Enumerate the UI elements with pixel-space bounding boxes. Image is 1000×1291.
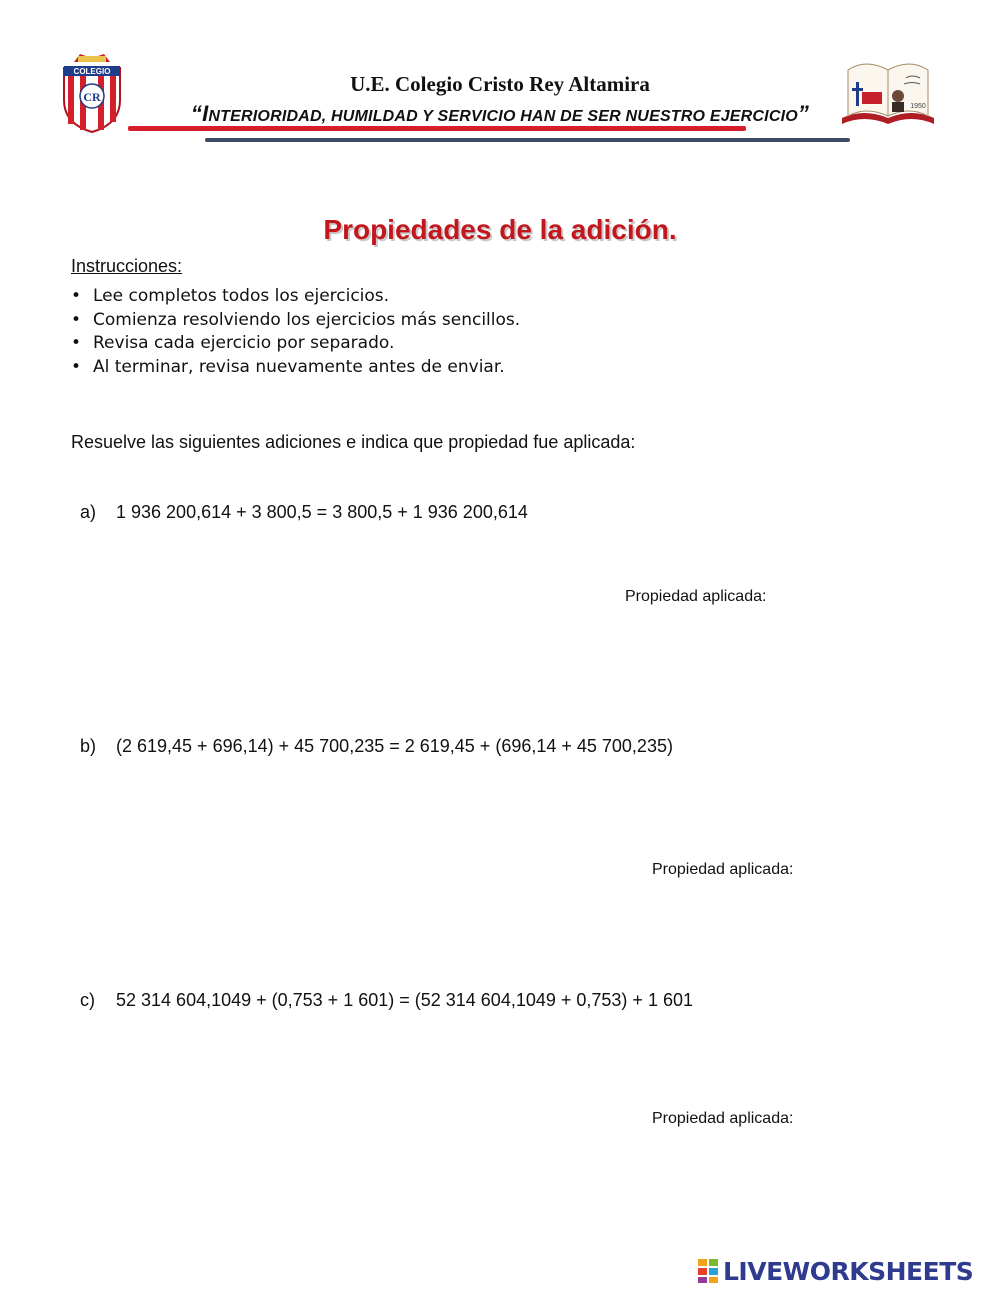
exercise-expression: 1 936 200,614 + 3 800,5 = 3 800,5 + 1 936 200,614: [116, 502, 528, 522]
page-title: Propiedades de la adición.: [323, 214, 677, 245]
instructions-list: [71, 285, 520, 379]
bullet-icon: •: [71, 286, 82, 306]
instruction-text: Al terminar, revisa nuevamente antes de enviar.: [93, 356, 505, 377]
instruction-text: Revisa cada ejercicio por separado.: [93, 333, 395, 353]
exercise-a: [80, 502, 528, 523]
exercise-c: [80, 990, 693, 1011]
instructions-heading: Instrucciones:: [71, 256, 183, 276]
answer-label-c: Propiedad aplicada:: [652, 1110, 794, 1127]
exercise-label: b): [80, 736, 97, 756]
motto-initial: I: [202, 101, 209, 126]
instruction-text: Comienza resolviendo los ejercicios más sencillos.: [93, 309, 521, 330]
crest-monogram: CR: [83, 90, 101, 104]
exercise-label: a): [80, 502, 97, 522]
instruction-text: Lee completos todos los ejercicios.: [93, 286, 390, 306]
exercise-label: c): [80, 990, 95, 1010]
answer-label-a: Propiedad aplicada:: [625, 588, 767, 605]
crest-label: COLEGIO: [73, 67, 111, 76]
answer-label-b: Propiedad aplicada:: [652, 861, 794, 878]
bullet-icon: •: [71, 356, 82, 377]
book-year: 1950: [910, 103, 926, 110]
bullet-icon: •: [71, 309, 82, 330]
task-statement: Resuelve las siguientes adiciones e indica que propiedad fue aplicada:: [71, 432, 636, 452]
brand-text: LIVEWORKSHEETS: [723, 1256, 974, 1286]
exercise-expression: (2 619,45 + 696,14) + 45 700,235 = 2 619,45 + (696,14 + 45 700,235): [116, 736, 673, 756]
list-item: [71, 285, 520, 309]
bullet-icon: •: [71, 333, 82, 353]
school-name: U.E. Colegio Cristo Rey Altamira: [350, 72, 650, 96]
motto-close-quote: ”: [797, 101, 810, 126]
exercise-b: [80, 736, 673, 757]
open-book-logo: [838, 52, 938, 132]
header-rule-navy: [205, 138, 850, 142]
header-rule-red: [128, 126, 746, 131]
liveworksheets-brand: [697, 1256, 973, 1286]
list-item: [71, 332, 520, 356]
exercise-expression: 52 314 604,1049 + (0,753 + 1 601) = (52 314 604,1049 + 0,753) + 1 601: [116, 990, 693, 1010]
list-item: [71, 356, 520, 380]
liveworksheets-icon: [697, 1258, 719, 1284]
motto-open-quote: “: [190, 101, 203, 126]
motto-text: NTERIORIDAD, HUMILDAD Y SERVICIO HAN DE SER NUESTRO EJERCICIO: [208, 108, 798, 125]
list-item: [71, 309, 520, 333]
